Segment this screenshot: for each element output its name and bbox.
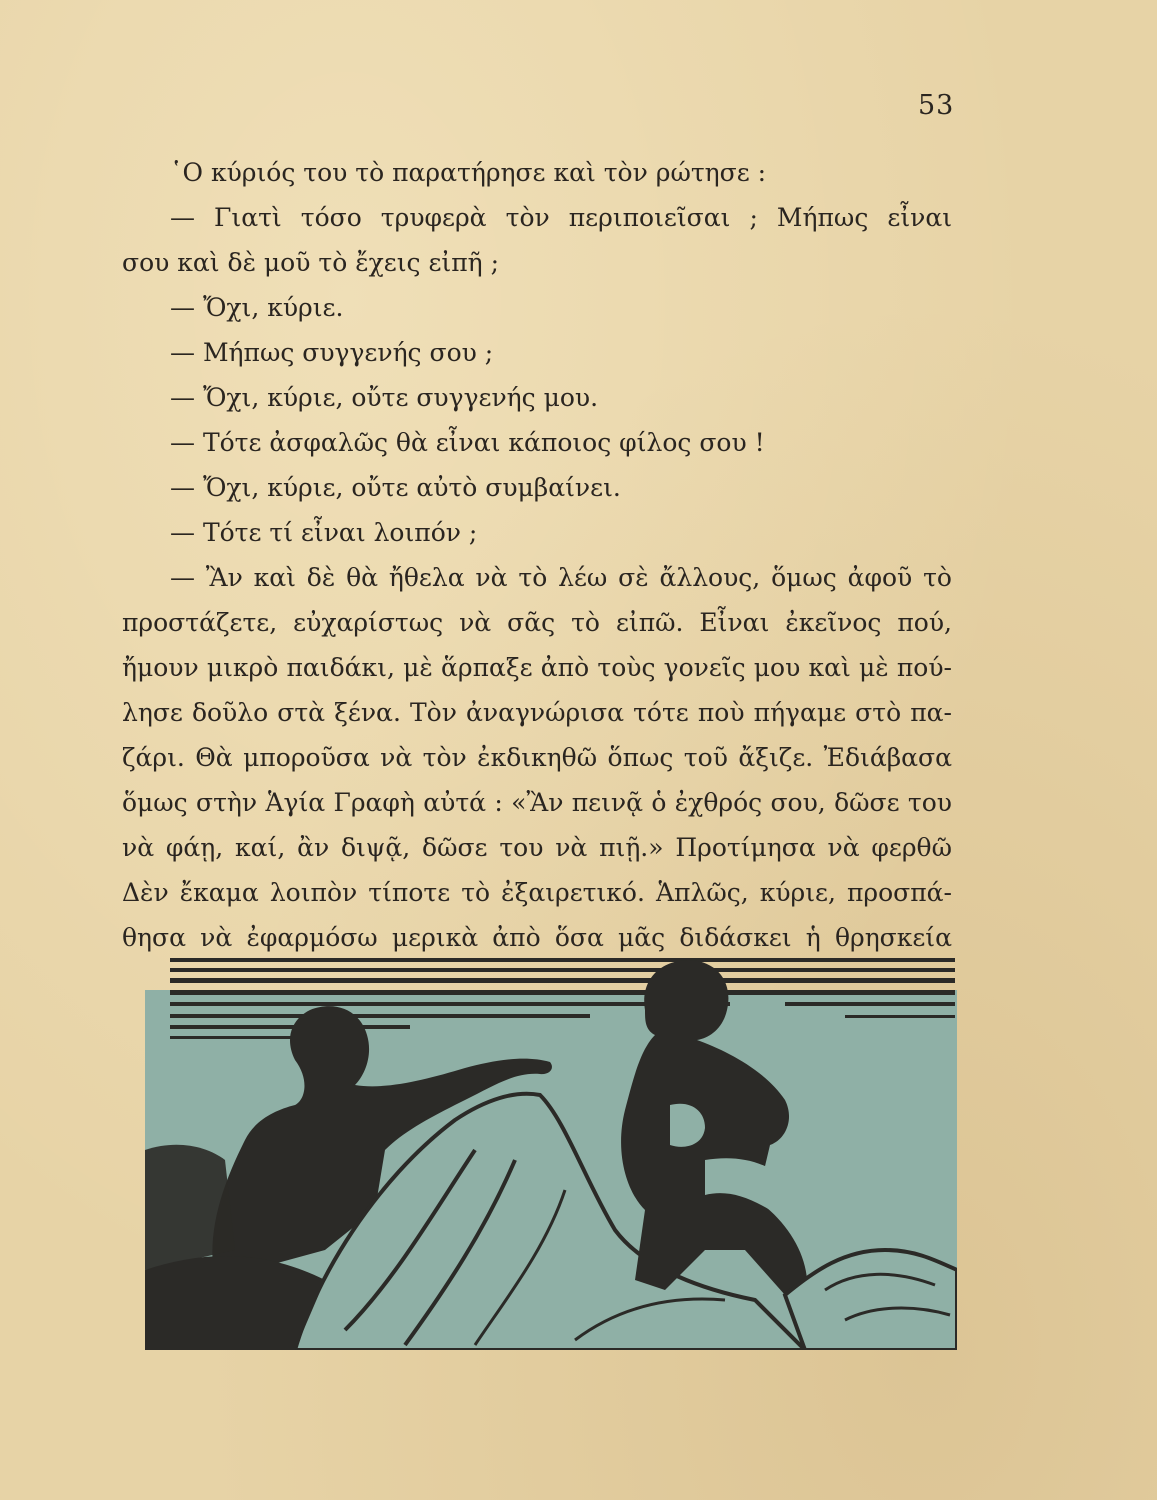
text-line: — Ἂν καὶ δὲ θὰ ἤθελα νὰ τὸ λέω σὲ ἄλλους, ὅμως ἀφοῦ τὸ — [170, 563, 952, 592]
woodcut-illustration — [145, 950, 957, 1350]
text-line: — Ὄχι, κύριε. — [170, 293, 344, 322]
text-line: ὅμως στὴν Ἁγία Γραφὴ αὐτά : «Ἂν πεινᾷ ὁ ἐχθρός σου, δῶσε του — [122, 788, 952, 817]
text-line: ἤμουν μικρὸ παιδάκι, μὲ ἅρπαξε ἀπὸ τοὺς γονεῖς μου καὶ μὲ πού- — [122, 653, 952, 682]
text-line: — Τότε ἀσφαλῶς θὰ εἶναι κάποιος φίλος σου ! — [170, 428, 765, 457]
text-line: — Ὄχι, κύριε, οὔτε συγγενής μου. — [170, 383, 599, 412]
text-line: νὰ φάῃ, καί, ἂν διψᾷ, δῶσε του νὰ πιῇ.» Προτίμησα νὰ φερθῶ — [122, 833, 952, 862]
text-line: — Ὄχι, κύριε, οὔτε αὐτὸ συμβαίνει. — [170, 473, 621, 502]
body-text — [122, 150, 952, 960]
text-line: θησα νὰ ἐφαρμόσω μερικὰ ἀπὸ ὅσα μᾶς διδάσκει ἡ θρησκεία — [122, 923, 952, 952]
illustration-svg — [145, 950, 957, 1350]
text-line: — Γιατὶ τόσο τρυφερὰ τὸν περιποιεῖσαι ; Μήπως εἶναι — [170, 203, 952, 232]
text-line: σου καὶ δὲ μοῦ τὸ ἔχεις εἰπῆ ; — [122, 248, 500, 277]
text-line: ῾Ο κύριός του τὸ παρατήρησε καὶ τὸν ρώτησε : — [170, 158, 767, 187]
text-line: προστάζετε, εὐχαρίστως νὰ σᾶς τὸ εἰπῶ. Εἶναι ἐκεῖνος πού, — [122, 608, 952, 637]
text-line: λησε δοῦλο στὰ ξένα. Τὸν ἀναγνώρισα τότε ποὺ πήγαμε στὸ πα- — [122, 698, 952, 727]
page-number: 53 — [918, 90, 955, 121]
text-line: — Μήπως συγγενής σου ; — [170, 338, 494, 367]
text-line: ζάρι. Θὰ μποροῦσα νὰ τὸν ἐκδικηθῶ ὅπως τοῦ ἄξιζε. Ἐδιάβασα — [122, 743, 952, 772]
text-line: Δὲν ἔκαμα λοιπὸν τίποτε τὸ ἐξαιρετικό. Ἁπλῶς, κύριε, προσπά- — [122, 878, 952, 907]
text-line: — Τότε τί εἶναι λοιπόν ; — [170, 518, 478, 547]
